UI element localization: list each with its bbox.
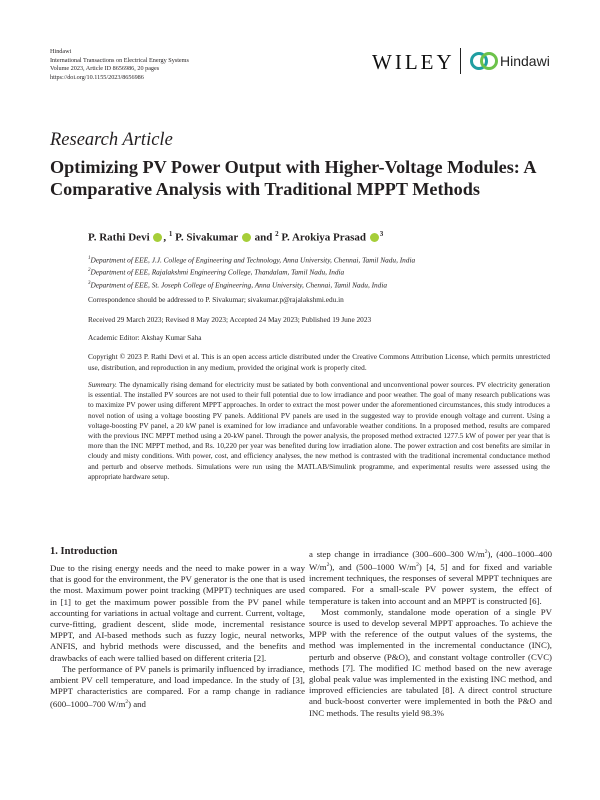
superscript: 2 bbox=[484, 549, 488, 555]
orcid-icon[interactable] bbox=[153, 233, 162, 242]
affiliation-item bbox=[88, 278, 415, 290]
affiliation-item bbox=[88, 265, 415, 277]
superscript: 2 bbox=[326, 562, 330, 569]
author-sep: and bbox=[251, 231, 276, 244]
correspondence: Correspondence should be addressed to P. Sivakumar; sivakumar.p@rajalakshmi.edu.in bbox=[88, 295, 344, 304]
author-sep: , bbox=[163, 231, 169, 244]
publisher-name: Hindawi bbox=[50, 48, 72, 55]
journal-info bbox=[50, 48, 189, 82]
copyright-notice: Copyright © 2023 P. Rathi Devi et al. This is an open access article distributed under the Creative Commons Attribution License, which permits unrestricted use, distribution, and reproduction in any medium, provided the original work is properly cited. bbox=[88, 352, 550, 372]
paragraph-text: The performance of PV panels is primarily influenced by irradiance, ambient PV cell temperature, and load impedance. In the study of [3], MPPT characteristics are compared. For a ramp change in radiance (600–1000–700 W/m bbox=[50, 663, 305, 710]
affiliation-text: Department of EEE, J.J. College of Engineering and Technology, Anna University, Chennai, Tamil Nadu, India bbox=[90, 255, 416, 265]
affiliation-marker: 1 bbox=[88, 256, 91, 261]
paragraph-text: ) [4, 5] and for fixed and variable increment techniques, the responses of several MPPT techniques are compared. For a small-scale PV power system, the effect of temperature is taken into account and an MPPT is constructed [6]. bbox=[309, 562, 552, 606]
body-column-left bbox=[50, 563, 305, 711]
abstract-text: The dynamically rising demand for electricity must be satiated by both conventional and unconventional power sources. PV electricity generation is essential. The installed PV sources are not used to their full potential due to low irradiance and poor weather. The goal of many research publications was to maximize PV power using different MPPT approaches. In order to extract the most power under the aforementioned circumstances, this study introduces a novel notion of using a voltage boosting PV panels. Additional PV panels are used in the suggested way to provide enough voltage and current. Using a voltage-boosting PV panel, a 20 kW panel is examined for low irradiance and unfavorable weather conditions. In a proposed method, results are compared with the previous INC MPPT method using a 20-kW panel. Through the power analysis, the proposed method extracted 1277.5 kW of power per year that is more than the INC MPPT method, and Rs. 10,220 per year was benefited during low irradiation alone. The power extraction and cost benefits are similar in cloudy and misty conditions. With power, cost, and efficiency analyses, the new method is contrasted with the traditional incremental conductance method and perturb and observe methods. Simulations were run using the MATLAB/Simulink programme, and experimental results were assessed using the appropriate hardware setup. bbox=[88, 380, 550, 481]
article-type: Research Article bbox=[50, 130, 173, 150]
author-list bbox=[88, 230, 383, 244]
affiliation-marker: 3 bbox=[88, 280, 91, 286]
affiliation-item bbox=[88, 253, 415, 265]
paragraph bbox=[309, 547, 552, 607]
paragraph: Due to the rising energy needs and the need to make power in a way that is good for the environment, the PV generator is the one that is used the most. Maximum power point tracking (MPPT) techniques are used in [1] to get the maximum power possible from the PV panel while accounting for variations in actual voltage and current. Current, voltage, curve-fitting, gradient descent, slide mode, incremental resistance MPPT, and AI-based methods such as fuzzy logic, neural networks, ANFIS, and hybrid methods were discussed, and the benefits and drawbacks of each were tallied based on different criteria [2]. bbox=[50, 563, 305, 663]
section-heading-introduction: 1. Introduction bbox=[50, 546, 118, 557]
abstract-label: Summary. bbox=[88, 380, 117, 389]
hindawi-logo-icon bbox=[469, 51, 499, 71]
affiliation-text: Department of EEE, St. Joseph College of Engineering, Anna University, Chennai, Tamil Nadu, India bbox=[90, 280, 388, 290]
affiliation-list bbox=[88, 253, 415, 290]
article-title: Optimizing PV Power Output with Higher-Voltage Modules: A Comparative Analysis with Traditional MPPT Methods bbox=[50, 157, 536, 199]
orcid-icon[interactable] bbox=[370, 233, 379, 242]
paragraph-text: a step change in irradiance (300–600–300 W/m bbox=[309, 548, 485, 559]
paragraph-text: ), and (500–1000 W/m bbox=[329, 562, 417, 573]
wiley-logo: WILEY bbox=[372, 50, 455, 74]
journal-name: International Transactions on Electrical Energy Systems bbox=[50, 56, 189, 64]
superscript: 2 bbox=[416, 562, 419, 569]
author-affil-marker: 2 bbox=[275, 230, 279, 238]
author-affil-marker: 3 bbox=[379, 230, 384, 238]
superscript: 2 bbox=[125, 699, 129, 706]
orcid-icon[interactable] bbox=[242, 233, 251, 242]
paragraph bbox=[50, 664, 305, 711]
author-name[interactable]: P. Sivakumar bbox=[175, 231, 239, 244]
abstract bbox=[88, 380, 550, 482]
paragraph: Most commonly, standalone mode operation of a single PV source is used to develop several MPPT approaches. To achieve the MPP with the reference of the output values of the systems, the method was implemented in the incremental conductance (INC), perturb and observe (P&O), and constant voltage controller (CVC) methods [7]. The modified IC method based on the new average global peak value was implemented in the existing INC method, and improved efficiencies are tabulated [8]. A direct control structure and buck-boost converter were implemented in both the P&O and INC methods. The results yield 98.3% bbox=[309, 606, 552, 718]
paragraph-text: ) and bbox=[128, 699, 146, 710]
academic-editor: Academic Editor: Akshay Kumar Saha bbox=[88, 333, 202, 342]
affiliation-text: Department of EEE, Rajalakshmi Engineering College, Thandalam, Tamil Nadu, India bbox=[90, 267, 345, 277]
publisher-logos bbox=[372, 48, 552, 74]
publication-dates: Received 29 March 2023; Revised 8 May 2023; Accepted 24 May 2023; Published 19 June 2023 bbox=[88, 315, 372, 324]
volume-line: Volume 2023, Article ID 8656986, 20 pages bbox=[50, 65, 160, 73]
logo-divider bbox=[460, 48, 461, 74]
doi-link[interactable]: https://doi.org/10.1155/2023/8656986 bbox=[50, 73, 144, 81]
author-name[interactable]: P. Arokiya Prasad bbox=[281, 231, 366, 244]
hindawi-wordmark: Hindawi bbox=[500, 53, 550, 69]
body-column-right bbox=[309, 547, 552, 719]
author-name[interactable]: P. Rathi Devi bbox=[88, 231, 150, 244]
affiliation-marker: 2 bbox=[88, 268, 91, 274]
author-affil-marker: 1 bbox=[168, 230, 173, 238]
paragraph-text: ), (400–1000–400 W/m bbox=[309, 548, 552, 573]
